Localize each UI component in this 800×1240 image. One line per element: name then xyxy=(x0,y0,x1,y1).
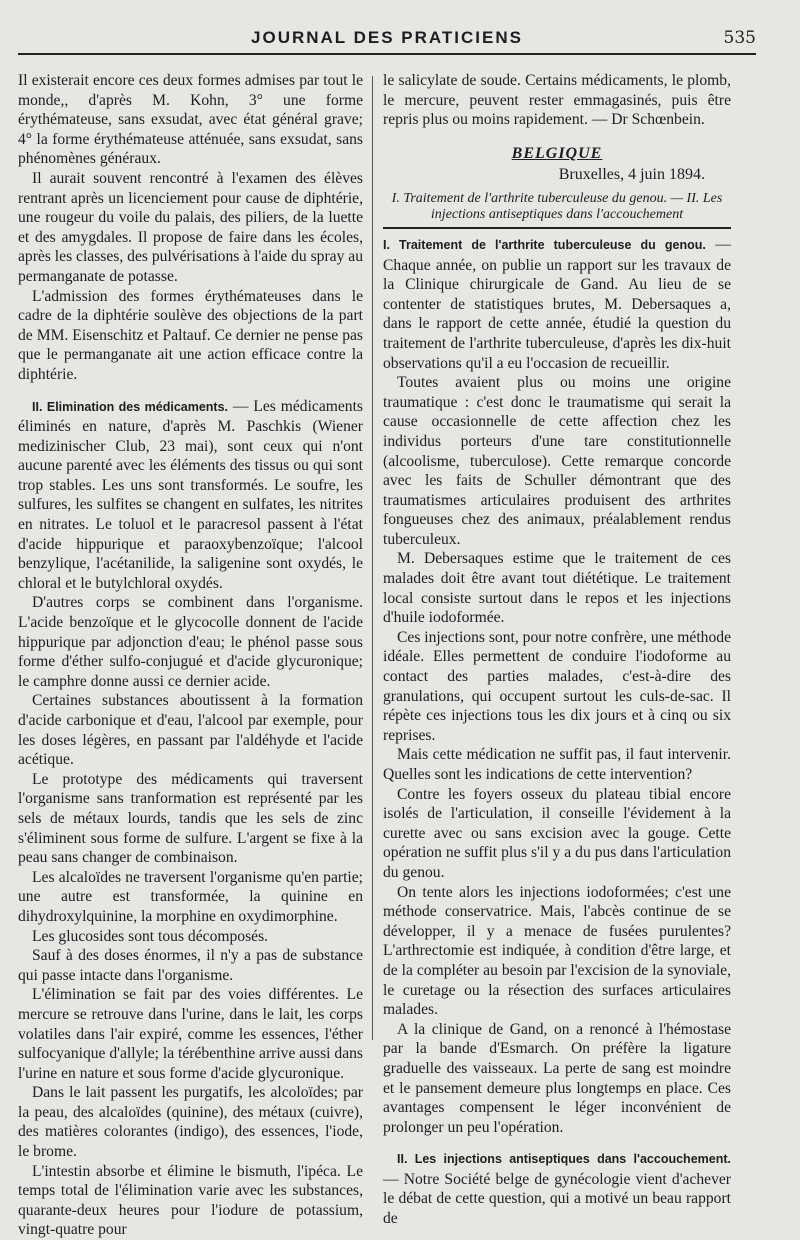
paragraph: Sauf à des doses énormes, il n'y a pas de substance qui passe intacte dans l'organisme. xyxy=(18,947,363,984)
paragraph: L'admission des formes érythémateuses dans le cadre de la diphtérie soulève des objections de la part de MM. Eisenschitz et Paltauf. Ce dernier ne pense pas que le permanganate ait une action efficace contre la diphtérie. xyxy=(18,287,363,383)
paragraph: Les glucosides sont tous décomposés. xyxy=(32,927,269,945)
section-heading: II. Les injections antiseptiques dans l'accouchement. xyxy=(397,1152,731,1167)
paragraph: Certaines substances aboutissent à la formation d'acide carbonique et d'eau, l'alcool par exemple, pour les doses légères, en passant par l'aldéhyde et l'acide acétique. xyxy=(18,692,363,769)
section-heading: I. Traitement de l'arthrite tuberculeuse du genou. xyxy=(383,237,706,252)
section-text: — Chaque année, on publie un rapport sur les travaux de la Clinique chirurgicale de Gand. Au lieu de se contenter de statistiques brutes, M. Debersaques a, dans le rapport de cette année, étudié la question du traitement de l'arthrite tuberculeuse, d'après les dix-huit observations qu'il a eu l'occasion de recueillir. xyxy=(383,235,731,372)
running-title: JOURNAL DES PRATICIENS xyxy=(251,28,523,47)
section-injections-antiseptiques xyxy=(383,1149,731,1228)
paragraph: L'intestin absorbe et élimine le bismuth, l'ipéca. Le temps total de l'élimination varie avec les substances, quarante-deux heures pour l'iodure de potassium, vingt-quatre pour xyxy=(18,1162,363,1239)
dateline: Bruxelles, 4 juin 1894. xyxy=(558,166,705,184)
paragraph: A la clinique de Gand, on a renoncé à l'hémostase par la bande d'Esmarch. On préfère la ligature graduelle des vaisseaux. La perte de sang est moindre et le pansement demeure plus longtemps en place. Ces avantages compensent le léger inconvénient de prolonger un peu l'opération. xyxy=(383,1020,731,1136)
country-heading: BELGIQUE xyxy=(511,144,603,162)
paragraph: Dans le lait passent les purgatifs, les alcoloïdes; par la peau, des alcaloïdes (quinine), des métaux (cuivre), des matières colorantes (indigo), des essences, l'iode, le brome. xyxy=(18,1084,363,1161)
header-rule xyxy=(18,53,756,55)
paragraph: le salicylate de soude. Certains médicaments, le plomb, le mercure, peuvent rester emmagasinés, puis être repris plus ou moins rapidement. — Dr Schœnbein. xyxy=(383,72,731,129)
page-number: 535 xyxy=(723,28,756,48)
article-summary: I. Traitement de l'arthrite tuberculeuse du genou. — II. Les injections antiseptiques dans l'accouchement xyxy=(391,190,723,222)
paragraph: D'autres corps se combinent dans l'organisme. L'acide benzoïque et le glycocolle donnent de l'acide hippurique par adjonction d'eau; le phénol passe sous forme d'éther sulfo-conjugué et d'acide glycuronique; le camphre donne aussi ce dernier acide. xyxy=(18,594,363,690)
section-text: — Notre Société belge de gynécologie vient d'achever le débat de cette question, qui a motivé un beau rapport de xyxy=(383,1170,731,1228)
paragraph: L'élimination se fait par des voies différentes. Le mercure se retrouve dans l'urine, dans le lait, les corps volatiles dans l'air expiré, comme les essences, l'éther sulfocyanique d'allyle; la térébenthine arrive aussi dans l'urine en nature et sous forme d'acide glycuronique. xyxy=(18,986,363,1082)
paragraph: Le prototype des médicaments qui traversent l'organisme sans tranformation est représenté par les sels de métaux lourds, tandis que les sels de zinc s'éliminent sous forme de sulfure. L'argent se fixe à la peau sans changer de combinaison. xyxy=(18,770,363,867)
page-header xyxy=(18,22,756,56)
paragraph: M. Debersaques estime que le traitement de ces malades doit être avant tout diététique. Le traitement local consiste surtout dans le repos et les injections d'huile iodoformée. xyxy=(383,550,731,627)
paragraph: Mais cette médication ne suffit pas, il faut intervenir. Quelles sont les indications de cette intervention? xyxy=(383,746,731,783)
column-divider xyxy=(372,76,373,1040)
summary-rule xyxy=(383,227,731,229)
section-text: — Les médicaments éliminés en nature, d'après M. Paschkis (Wiener medizinischer Club, 23 mai), sont ceux qui n'ont aucune parenté avec les éléments des tissus ou qui sont trop stables. Les uns sont transformés. Le soufre, les sulfures, les sulfites se changent en sulfates, les nitrites en nitrates. Le toluol et le paracresol passent à l'état d'acide hippurique et paraoxybenzoïque; l'alcool benzylique, l'acétanilide, la saligenine sont oxydés, le chloral et le butylchloral oxydés. xyxy=(18,397,363,592)
paragraph: Il aurait souvent rencontré à l'examen des élèves rentrant après un licenciement pour cause de diphtérie, une rougeur du voile du palais, des piliers, de la luette et des amygdales. Il propose de faire dans les écoles, après les classes, des pulvérisations à l'aide du spray au permanganate de potasse. xyxy=(18,169,363,285)
paragraph: Les alcaloïdes ne traversent l'organisme qu'en partie; une autre est transformée, la quinine en dihydroxylquinine, la morphine en oxydimorphine. xyxy=(18,868,363,925)
paragraph: Toutes avaient plus ou moins une origine traumatique : c'est donc le traumatisme qui serait la cause occasionnelle de cette affection chez les individus porteurs d'une tare constitutionnelle (alcoolisme, tuberculose). Cette remarque concorde avec les faits de Schuller démontrant que des traumatismes articulaires produisent des arthrites fongueuses chez des animaux, préalablement rendus tuberculeux. xyxy=(383,374,731,548)
paragraph: Ces injections sont, pour notre confrère, une méthode idéale. Elles permettent de conduire l'iodoforme au contact des parties malades, c'est-à-dire des granulations, qui occupent surtout les culs-de-sac. Il répète ces injections tous les dix jours et à cinq ou six reprises. xyxy=(383,628,731,744)
left-column xyxy=(18,71,363,1239)
right-column xyxy=(383,71,731,1228)
section-heading: II. Elimination des médicaments. xyxy=(32,399,229,414)
section-elimination-medicaments xyxy=(18,397,363,594)
paragraph: Contre les foyers osseux du plateau tibial encore isolés de l'articulation, il conseille l'évidement à la curette avec ou sans excision avec la gouge. Cette opération ne suffit plus s'il y a du pus dans l'articulation du genou. xyxy=(383,785,731,881)
paragraph: On tente alors les injections iodoformées; c'est une méthode conservatrice. Mais, l'abcès continue de se développer, il y a menace de fusées purulentes? L'arthrectomie est indiquée, à condition d'être large, et de la compléter au besoin par l'excision de la synoviale, le curetage ou la résection des surfaces articulaires malades. xyxy=(383,883,731,1019)
section-arthrite-tuberculeuse xyxy=(383,235,731,373)
paragraph: Il existerait encore ces deux formes admises par tout le monde,, d'après M. Kohn, 3° une forme érythémateuse, sans exsudat, avec état général grave; 4° la forme érythémateuse atténuée, sans exsudat, sans phénomènes généraux. xyxy=(18,72,363,168)
